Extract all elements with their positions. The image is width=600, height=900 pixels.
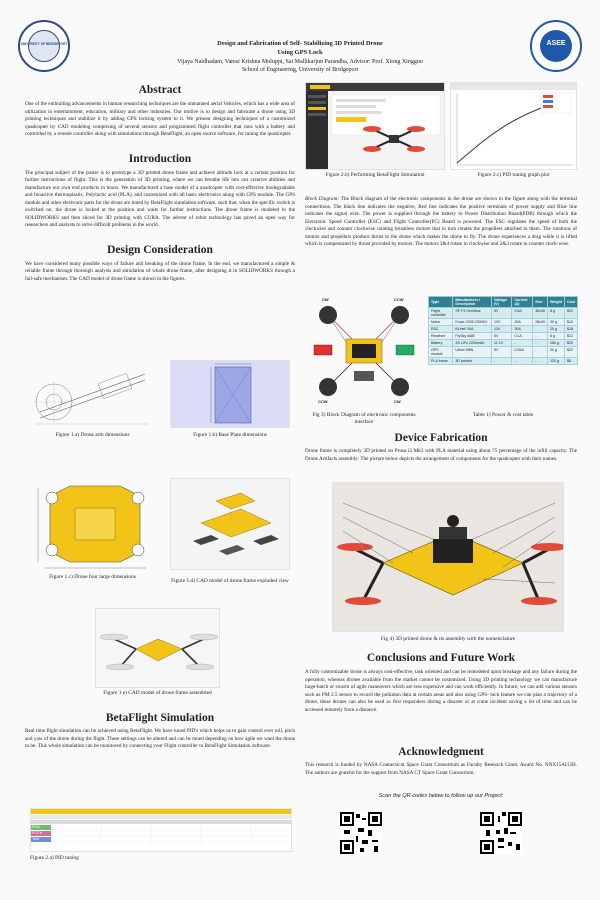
table-header-cell: Size xyxy=(533,297,548,308)
table-cell: - xyxy=(491,358,511,365)
table-header-cell: Current (A) xyxy=(512,297,533,308)
caption-fig4: Fig 4) 3D printed drone & its assembly with the nomenclature xyxy=(380,636,516,642)
caption-fig1e: Figure 1.e) CAD model of drone frame assembled xyxy=(103,690,212,696)
table-cell: 36x36 xyxy=(533,308,548,319)
qr-code-right[interactable] xyxy=(480,812,522,854)
qr-code-left[interactable] xyxy=(340,812,382,854)
qr-caption: Scan the QR codes below to follow up our Project: xyxy=(378,793,504,799)
betaflight-text: Real time flight simulation can be achieved using BetaFlight. We have tuned PID's which helps us to gain control over roll, pitch and yaw of the drone during the flight. These settings can be altered and can be tuned depending on how agile we want the drone to be. This whole simulation can be monitored by connecting your Flight controller to BetaFlight Simulation software. xyxy=(25,728,295,750)
abstract-text: One of the enthralling advancements in human researching techniques are the unmanned aerial Vehicles, which has a wide area of utilization in entertainment, education, military and other industries. Our motive is to design and fabricate a drone using 3D printing techniques and stabilize it by adding GPS locking system to it. We present designing techniques of a customized quadcopter by CAD modeling comprising of several sensors and programmed flight controller that runs with a battery and controlled by a remote controller along with simulations through BetaFlight, an open source software, for tuning the quadcopter. xyxy=(25,101,295,138)
motor-label-1: CW xyxy=(322,297,329,302)
table-cell: 3D printed xyxy=(453,358,492,365)
table-cell: - xyxy=(533,340,548,347)
block-diagram-text xyxy=(305,196,577,249)
figure-assembled-drone-photo xyxy=(332,482,564,632)
table-cell: SP F3 Omnibus xyxy=(453,308,492,319)
table-cell: 180 g xyxy=(548,340,565,347)
table-row xyxy=(429,333,578,340)
figure-pid-graph xyxy=(450,82,577,170)
table-cell: 3S LiPo 2200mAh xyxy=(453,340,492,347)
betaflight-heading: BetaFlight Simulation xyxy=(105,712,215,724)
table-cell: 0.1A xyxy=(512,333,533,340)
table-cell: ESC xyxy=(429,326,453,333)
figure-block-diagram xyxy=(308,295,420,407)
fabrication-heading: Device Fabrication xyxy=(394,432,488,444)
table-cell: Flight controller xyxy=(429,308,453,319)
table-cell: - xyxy=(533,333,548,340)
table-cell: PLA frame xyxy=(429,358,453,365)
motor-label-4: CW xyxy=(394,399,401,404)
caption-fig2c: Figure 2.c) PID tuning graph plot xyxy=(477,172,550,178)
table-cell: 30A xyxy=(512,326,533,333)
caption-fig1a: Figure 1.a) Drone arm dimensions xyxy=(55,432,130,438)
poster-title xyxy=(100,40,500,57)
table-header-row xyxy=(429,297,578,308)
university-logo xyxy=(18,20,70,72)
pid-row-yaw: YAW xyxy=(32,837,40,841)
caption-fig1c: Figure 1.c) Drone four large dimensions xyxy=(49,574,136,580)
block-diagram-body: The Block diagram of the electronic components in the drone are shown in the figure along with the terminal connections. The black line indicates the negative, Red line indicates the positive terminals of power supply and Blue line indicates the signal wire. The power is supplied through the battery to Power Distribution Board(PDB) through which the Electronic Speed Controller (ESC) and Flight Controller(FC) Board is powered. The ESC regulates the speed of both the clockwise and counter clockwise rotating brushless motors that in turn rotates the propellers attached to them. The rotations of motors and propellers produce thrust to the drone which makes the drone to fly. The drone experiences a drag while it is lifted which is compensated by thrust provided by motors. The motors 3&4 rotate in clockwise and 2&3 rotate in counter clock-wise. xyxy=(305,196,577,248)
table-cell: 30 g xyxy=(548,319,565,326)
table-cell: 28x30 xyxy=(533,319,548,326)
motor-label-3: CCW xyxy=(318,399,328,404)
pid-row-pitch: PITCH xyxy=(32,831,43,835)
table-cell: 0.05A xyxy=(512,347,533,358)
table-row xyxy=(429,319,578,326)
figure-drone-arm xyxy=(30,360,155,428)
abstract-heading: Abstract xyxy=(138,84,182,96)
introduction-text: The principal subject of the poster is to prototype a 3D printed drone frame and achieve altitude lock at a certain position for further instructions of flight. This is the generation of 3D printing, where we can breathe life into our creative abilities and manufacture our own end products in hours. We manufactured a base model of a quadcopter with cost-effective biodegradable and bioactive thermoplastic, Polylactic acid (PLA), and customized with all basic electronics along with GPS module. The GPS module and other electronic parts for the drone are tuned by BetaFlight simulation software, such that, when the specific switch is switched on, the drone is locked at the position and waits for further instructions. The drone frame is modeled in the SOLIDWORKS and then sliced for 3D printing with CURA. The advent of robot technology has paved an open way for researchers and analysts to solve difficult problems in the world. xyxy=(25,169,295,229)
table-cell: 25 g xyxy=(548,326,565,333)
figure-assembled-model xyxy=(95,608,220,688)
table-cell: GPS module xyxy=(429,347,453,358)
motor-label-2: CCW xyxy=(394,297,404,302)
table-cell: Receiver xyxy=(429,333,453,340)
table-cell: BLHeli 30A xyxy=(453,326,492,333)
table-cell: - xyxy=(533,326,548,333)
table-cell: - xyxy=(533,358,548,365)
fabrication-text: Drone frame is completely 3D printed on Prusa i3 Mk3 with PLA material using about 75 percentage of the infill capacity. The Drone Artifacts assembly: The picture below depicts the arrangement of components for the quadcopter with their names. xyxy=(305,448,577,462)
design-text: We have considered many possible ways of failure and breaking of the drone frame. In the end, we manufactured a simple & reliable frame through thorough analysis and simulation of whole drone frame, after designing it in SOLIDWORKS through a fail-safe mechanism. The CAD model of drone frame is shown in the figures. xyxy=(25,260,295,282)
table-cell: - xyxy=(512,358,533,365)
acknowledgment-heading: Acknowledgment xyxy=(398,746,484,758)
table-cell: - xyxy=(533,347,548,358)
left-column xyxy=(25,82,295,284)
table-row xyxy=(429,340,578,347)
acknowledgment-text: This research is funded by NASA Connecticut Space Grant Consortium as Faculty Research Grant, Award No. NNX15AI12H. The authors are grateful for the support from NASA CT Space Grant Consortium. xyxy=(305,762,577,776)
table-cell: $15 xyxy=(564,319,577,326)
table-cell: Emax 2205 2300KV xyxy=(453,319,492,326)
table-cell: Ublox M8N xyxy=(453,347,492,358)
table-cell: $25 xyxy=(564,340,577,347)
table-cell: $22 xyxy=(564,347,577,358)
conclusion-heading: Conclusions and Future Work xyxy=(366,652,516,664)
introduction-heading: Introduction xyxy=(128,152,192,165)
table-cell: 11.1V xyxy=(491,340,511,347)
author-list: Vijaya Naidhadam, Vamsi Krishna Moluppi, Sai Mallikarjun Parandha, Advisor: Prof. Xiong Xingguo xyxy=(177,59,423,65)
figure-betaflight-simulation xyxy=(305,82,445,170)
title-line-2: Using GPS Lock xyxy=(277,48,323,56)
table-cell: Motor xyxy=(429,319,453,326)
poster-authors xyxy=(100,58,500,74)
table-row xyxy=(429,308,578,319)
table-cell: 120 g xyxy=(548,358,565,365)
table-cell: 12V xyxy=(491,326,511,333)
table-cell: $12 xyxy=(564,333,577,340)
table-cell: 5V xyxy=(491,308,511,319)
power-cost-table xyxy=(428,296,578,365)
table-cell: 12V xyxy=(491,319,511,326)
table-cell: 5V xyxy=(491,333,511,340)
table-cell: $8 xyxy=(564,358,577,365)
title-line-1: Design and Fabrication of Self- Stabilizing 3D Printed Drone xyxy=(217,40,383,47)
table-cell: 0.5A xyxy=(512,308,533,319)
pid-row-roll: ROLL xyxy=(32,825,41,829)
caption-fig2a: Figure 2.a) PID tuning xyxy=(30,855,79,861)
conclusion-text: A fully customizable drone is always cost-effective, task oriented and can be remodeled upon breakage and any failure during the operation, whereas drones available from the market cannot be customized. Using 3D printing technology we can manufacture large-batch or swarm of agile maneuvers which are less expensive and can work efficiently. In future, we can add various sensors such as PM 2.5 sensor to record the pollution data at certain areas and also using GPS- lock feature we can plan a trajectory of a drone, these drones can also be used as first responders during a disaster or at crane incident saving a lot of time and can be accessed remotely from a distance. xyxy=(305,669,577,713)
table-cell: FlySky iA6B xyxy=(453,333,492,340)
table-cell: - xyxy=(512,340,533,347)
design-heading: Design Consideration xyxy=(107,243,213,256)
table-cell: 20 g xyxy=(548,347,565,358)
table-cell: 6 g xyxy=(548,333,565,340)
figure-pid-tuning xyxy=(30,808,292,852)
table-cell: $20 xyxy=(564,308,577,319)
table-header-cell: Weight xyxy=(548,297,565,308)
figure-exploded-view xyxy=(170,478,290,570)
table-row xyxy=(429,326,578,333)
table-cell: 20A xyxy=(512,319,533,326)
table-row xyxy=(429,358,578,365)
asee-logo xyxy=(530,20,582,72)
block-diagram-lead: Block Diagram: xyxy=(305,196,340,202)
affiliation: School of Engineering, University of Bridgeport xyxy=(241,67,359,74)
caption-table1: Table 1) Power & cost table xyxy=(472,412,534,418)
table-cell: 8 g xyxy=(548,308,565,319)
table-row xyxy=(429,347,578,358)
asee-logo-text: ASEE xyxy=(546,40,566,47)
table-cell: $18 xyxy=(564,326,577,333)
caption-fig3: Fig 3) Block Diagram of electronic components interface xyxy=(312,412,416,426)
poster-header xyxy=(0,0,600,80)
table-header-cell: Cost xyxy=(564,297,577,308)
table-header-cell: Type xyxy=(429,297,453,308)
table-cell: 5V xyxy=(491,347,511,358)
university-logo-text: UNIVERSITY OF BRIDGEPORT xyxy=(20,42,68,46)
figure-drone-dimensions xyxy=(30,478,155,570)
caption-fig1d: Figure 1.d) CAD model of drone frame exploded view xyxy=(171,578,289,584)
table-cell: Battery xyxy=(429,340,453,347)
figure-base-plate xyxy=(170,360,290,428)
caption-fig1b: Figure 1.b) Base Plate dimensions xyxy=(193,432,267,438)
table-header-cell: Manufacturer / Description xyxy=(453,297,492,308)
caption-fig2b: Figure 2.b) Performing BetaFlight Simulation xyxy=(325,172,425,178)
pid-row-labels xyxy=(32,825,52,843)
table-header-cell: Voltage (V) xyxy=(491,297,511,308)
